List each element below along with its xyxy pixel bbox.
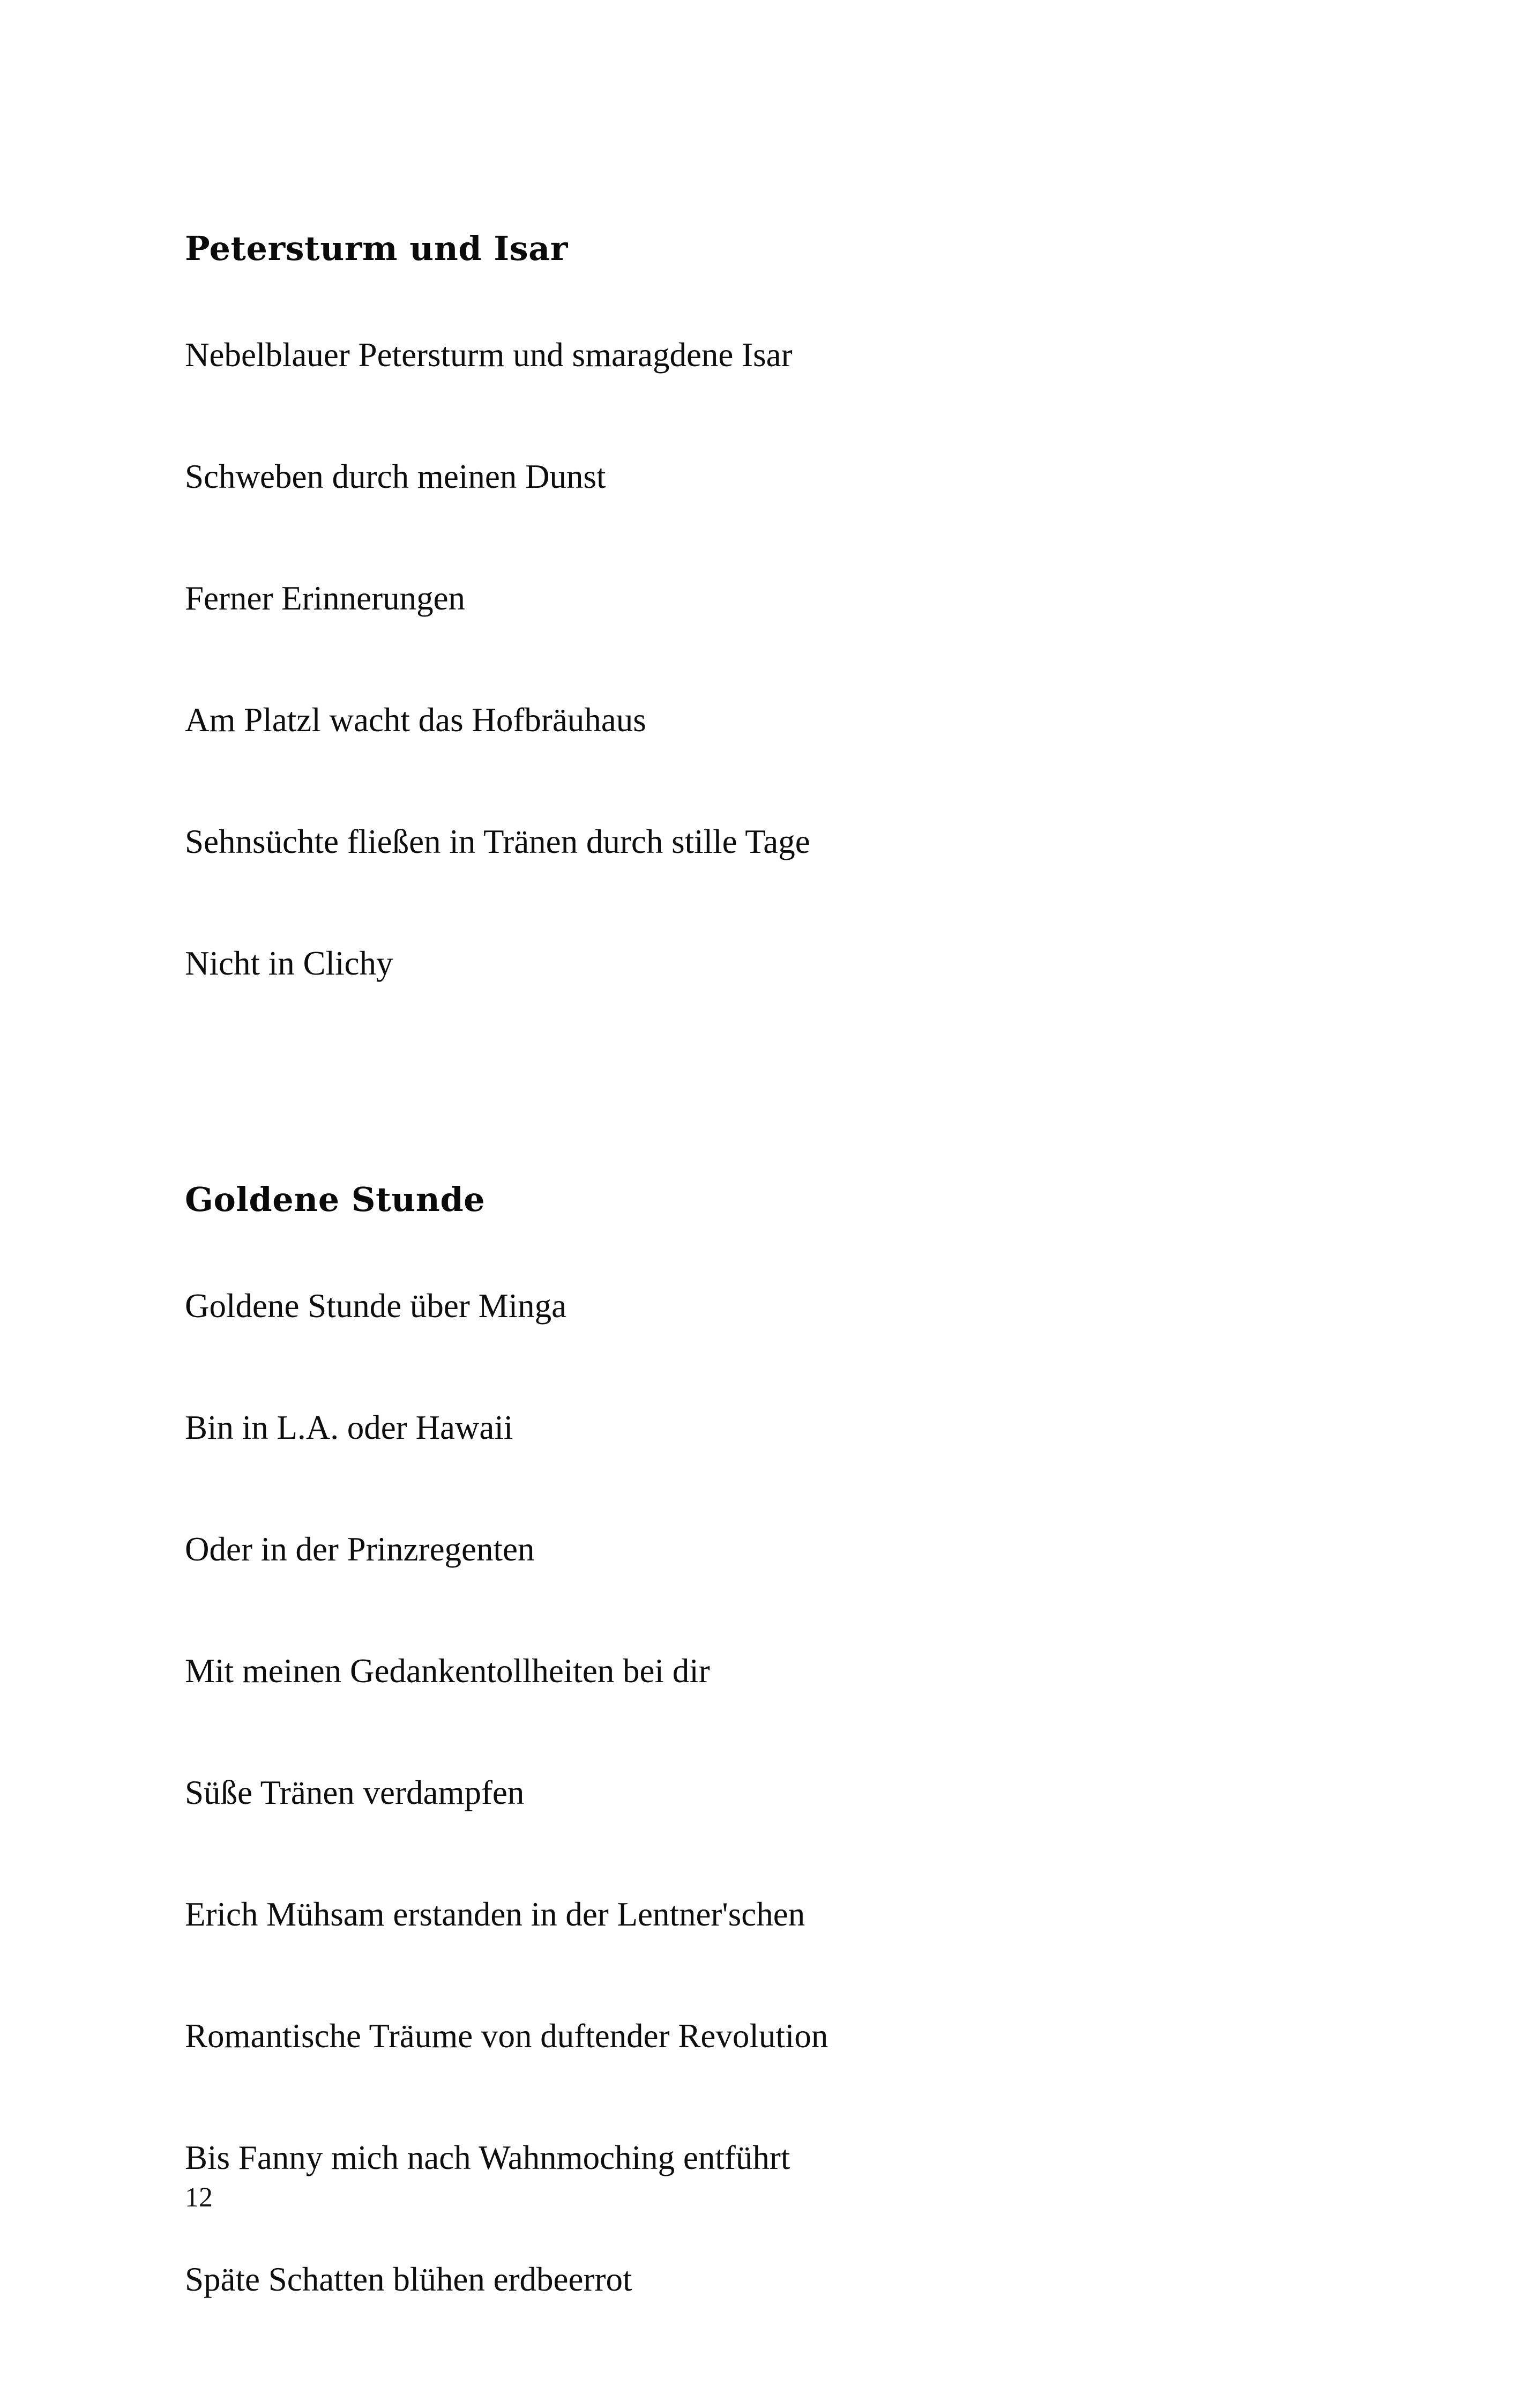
poem-body xyxy=(185,1262,1310,2323)
poem-line: Süße Tränen verdampfen xyxy=(185,1774,525,1812)
poem-line: Am Platzl wacht das Hofbräuhaus xyxy=(185,701,646,739)
poem-title: Goldene Stunde xyxy=(185,1180,486,1220)
poem-line: Goldene Stunde über Minga xyxy=(185,1287,567,1325)
poem-line: Bin in L.A. oder Hawaii xyxy=(185,1409,513,1447)
poem-line: Romantische Träume von duftender Revolution xyxy=(185,2017,828,2055)
poem-line: Oder in der Prinzregenten xyxy=(185,1530,535,1569)
poem-line: Ferner Erinnerungen xyxy=(185,579,466,618)
poem-line: Mit meinen Gedankentollheiten bei dir xyxy=(185,1652,710,1690)
poem-petersturm-und-isar xyxy=(185,231,1310,1007)
poem-line: Sehnsüchte fließen in Tränen durch stille Tage xyxy=(185,823,810,861)
poem-line: Erich Mühsam erstanden in der Lentner'schen xyxy=(185,1896,805,1934)
poem-body xyxy=(185,311,1310,1007)
poem-line: Bis Fanny mich nach Wahnmoching entführt xyxy=(185,2139,790,2177)
poem-goldene-stunde xyxy=(185,1181,1310,2323)
poem-line: Späte Schatten blühen erdbeerrot xyxy=(185,2261,632,2299)
page-content xyxy=(185,0,1310,2357)
poem-title: Petersturm und Isar xyxy=(185,229,568,268)
poem-line: Nebelblauer Petersturm und smaragdene Isar xyxy=(185,336,793,374)
poem-line: Nicht in Clichy xyxy=(185,945,393,983)
poem-line: Schweben durch meinen Dunst xyxy=(185,458,606,496)
page-number: 12 xyxy=(185,2182,213,2213)
